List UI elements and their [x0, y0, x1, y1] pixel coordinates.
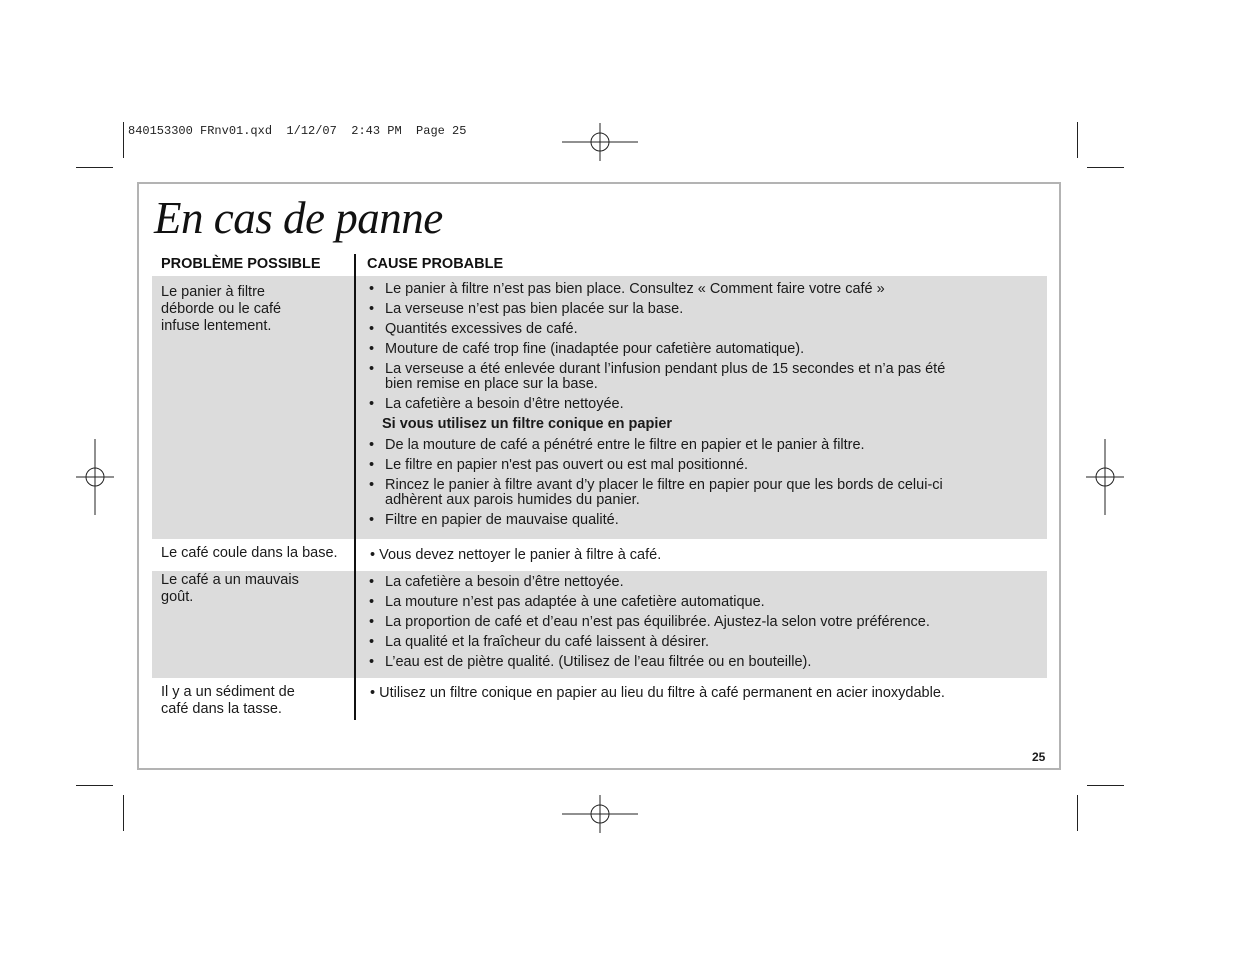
cause-item: • La verseuse n’est pas bien placée sur la base. [368, 302, 1038, 317]
cause-item: • Le filtre en papier n'est pas ouvert ou est mal positionné. [368, 458, 1038, 473]
cause-item: • De la mouture de café a pénétré entre le filtre en papier et le panier à filtre. [368, 438, 1038, 453]
cause-item: • Quantités excessives de café. [368, 322, 1038, 337]
print-slug: 840153300 FRnv01.qxd 1/12/07 2:43 PM Page 25 [128, 124, 467, 138]
crop-mark [76, 167, 113, 168]
cause-text: • Utilisez un filtre conique en papier au lieu du filtre à café permanent en acier inoxydable. [370, 685, 945, 701]
cause-item: • La cafetière a besoin d’être nettoyée. [368, 575, 1038, 590]
crop-mark [1087, 785, 1124, 786]
problem-text: Le café coule dans la base. [161, 545, 338, 561]
cause-text: • Vous devez nettoyer le panier à filtre à café. [370, 547, 662, 563]
problem-text [161, 284, 351, 335]
registration-mark-icon [562, 795, 638, 833]
cause-item: • La cafetière a besoin d’être nettoyée. [368, 397, 1038, 412]
problem-text: Il y a un sédiment de café dans la tasse. [161, 684, 295, 717]
crop-mark [1087, 167, 1124, 168]
cause-item: • La qualité et la fraîcheur du café laissent à désirer. [368, 635, 1038, 650]
cause-item: • La mouture n’est pas adaptée à une cafetière automatique. [368, 595, 1038, 610]
column-header-cause: CAUSE PROBABLE [367, 256, 504, 272]
cause-list [368, 282, 1038, 533]
cause-item: • La verseuse a été enlevée durant l’infusion pendant plus de 15 secondes et n’a pas été bien remise en place sur la base. [368, 362, 1038, 392]
cause-item: • L’eau est de piètre qualité. (Utilisez de l’eau filtrée ou en bouteille). [368, 655, 1038, 670]
crop-mark [123, 122, 124, 158]
column-header-problem: PROBLÈME POSSIBLE [161, 256, 321, 272]
cause-item: • Filtre en papier de mauvaise qualité. [368, 513, 1038, 528]
registration-mark-icon [1086, 439, 1124, 515]
cause-item: • La proportion de café et d’eau n’est pas équilibrée. Ajustez-la selon votre préférence. [368, 615, 1038, 630]
crop-mark [76, 785, 113, 786]
cause-item: • Le panier à filtre n’est pas bien place. Consultez « Comment faire votre café » [368, 282, 1038, 297]
crop-mark [1077, 122, 1078, 158]
problem-line: Le panier à filtre déborde ou le café infuse lentement. [161, 284, 282, 334]
problem-text: Le café a un mauvais goût. [161, 572, 299, 605]
crop-mark [123, 795, 124, 831]
cause-subheading: Si vous utilisez un filtre conique en papier [382, 416, 673, 432]
registration-mark-icon [76, 439, 114, 515]
registration-mark-icon [562, 123, 638, 161]
crop-mark [1077, 795, 1078, 831]
column-divider [354, 254, 356, 720]
cause-item: • Rincez le panier à filtre avant d’y placer le filtre en papier pour que les bords de celui-ci adhèrent aux parois humides du panier. [368, 478, 1038, 508]
cause-item: • Mouture de café trop fine (inadaptée pour cafetière automatique). [368, 342, 1038, 357]
page-title: En cas de panne [154, 193, 443, 243]
page-number: 25 [1032, 750, 1046, 764]
cause-list [368, 575, 1038, 675]
